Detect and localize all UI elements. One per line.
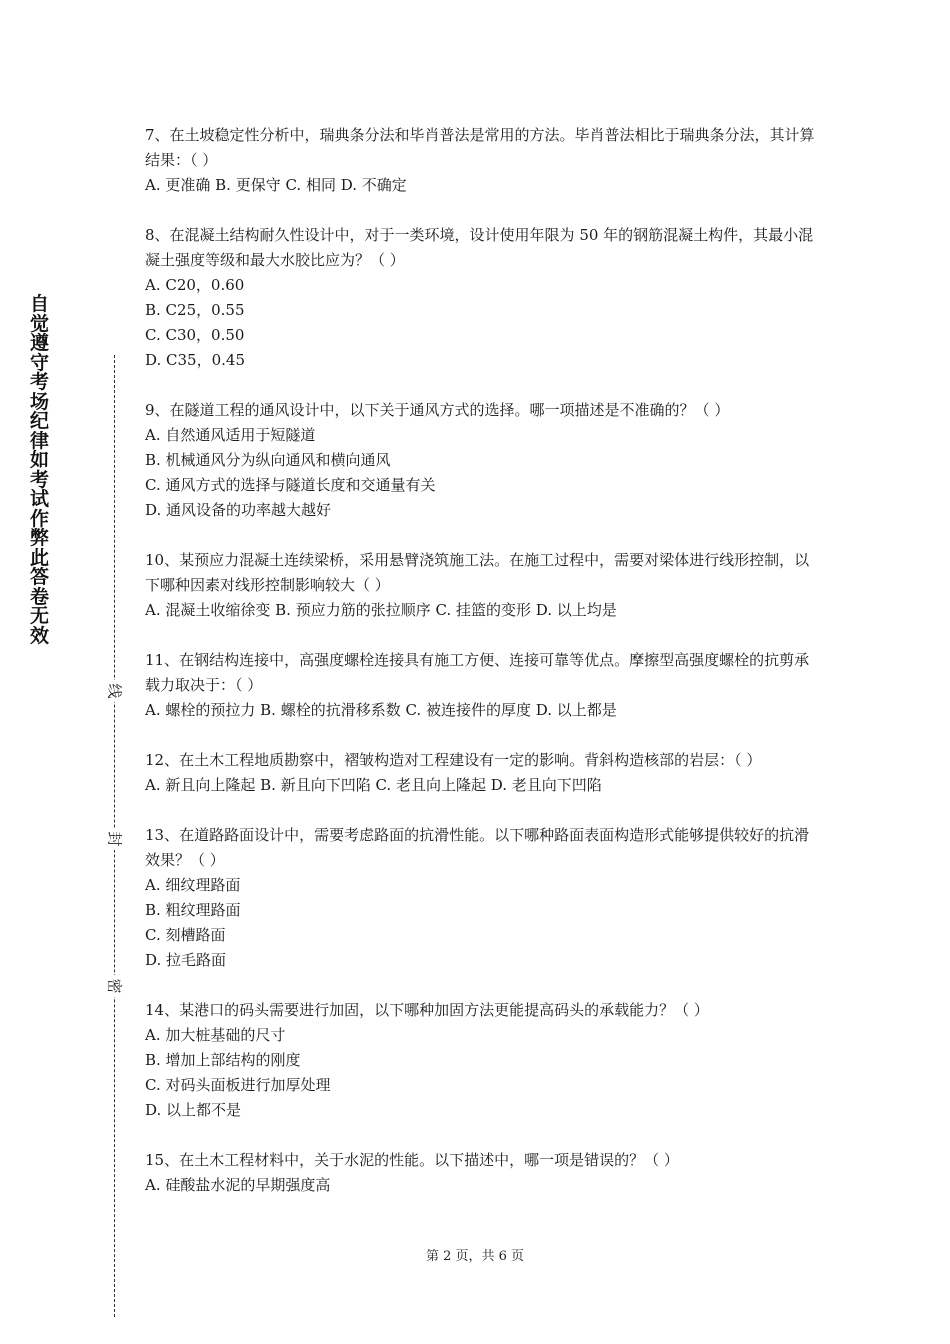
question-options: A. 新且向上隆起 B. 新且向下凹陷 C. 老且向上隆起 D. 老且向下凹陷 <box>145 776 602 794</box>
question-stem: 13、在道路路面设计中，需要考虑路面的抗滑性能。以下哪种路面表面构造形式能够提供较好的抗滑效果？（ ） <box>145 826 810 869</box>
question-8 <box>145 223 815 373</box>
option-a: A. 加大桩基础的尺寸 <box>145 1026 286 1044</box>
option-c: C. 刻槽路面 <box>145 926 226 944</box>
question-stem: 12、在土木工程地质勘察中，褶皱构造对工程建设有一定的影响。背斜构造核部的岩层：（ ） <box>145 751 762 769</box>
question-10 <box>145 548 815 623</box>
question-stem: 9、在隧道工程的通风设计中，以下关于通风方式的选择。哪一项描述是不准确的？（ ） <box>145 401 730 419</box>
question-options: A. 螺栓的预拉力 B. 螺栓的抗滑移系数 C. 被连接件的厚度 D. 以上都是 <box>145 701 617 719</box>
cut-label-line: 线 <box>105 680 125 702</box>
option-a: A. 细纹理路面 <box>145 876 241 894</box>
question-13 <box>145 823 815 973</box>
question-options: A. 混凝土收缩徐变 B. 预应力筋的张拉顺序 C. 挂篮的变形 D. 以上均是 <box>145 601 617 619</box>
option-d: D. 通风设备的功率越大越好 <box>145 501 332 519</box>
option-d: D. C35，0.45 <box>145 351 245 369</box>
question-stem: 10、某预应力混凝土连续梁桥，采用悬臂浇筑施工法。在施工过程中，需要对梁体进行线形控制，以下哪种因素对线形控制影响较大（ ） <box>145 551 810 594</box>
question-options: A. 更准确 B. 更保守 C. 相同 D. 不确定 <box>145 176 407 194</box>
page-number: 第 2 页，共 6 页 <box>425 1249 525 1264</box>
question-11 <box>145 648 815 723</box>
option-c: C. 通风方式的选择与隧道长度和交通量有关 <box>145 476 436 494</box>
question-list <box>145 123 815 1223</box>
option-c: C. C30，0.50 <box>145 326 245 344</box>
option-b: B. C25，0.55 <box>145 301 245 319</box>
question-stem: 15、在土木工程材料中，关于水泥的性能。以下描述中，哪一项是错误的？（ ） <box>145 1151 679 1169</box>
option-c: C. 对码头面板进行加厚处理 <box>145 1076 331 1094</box>
question-15 <box>145 1148 815 1198</box>
cut-label-secret: 密 <box>105 975 125 997</box>
option-b: B. 机械通风分为纵向通风和横向通风 <box>145 451 391 469</box>
question-stem: 14、某港口的码头需要进行加固，以下哪种加固方法更能提高码头的承载能力？（ ） <box>145 1001 709 1019</box>
question-12 <box>145 748 815 798</box>
question-stem: 7、在土坡稳定性分析中，瑞典条分法和毕肖普法是常用的方法。毕肖普法相比于瑞典条分法，其计算结果：（ ） <box>145 126 815 169</box>
option-a: A. C20，0.60 <box>145 276 245 294</box>
exam-discipline-warning: 自觉遵守考场纪律如考试作弊此答卷无效 <box>30 293 50 647</box>
question-7 <box>145 123 815 198</box>
option-b: B. 粗纹理路面 <box>145 901 241 919</box>
question-14 <box>145 998 815 1123</box>
option-d: D. 拉毛路面 <box>145 951 227 969</box>
option-d: D. 以上都不是 <box>145 1101 242 1119</box>
option-b: B. 增加上部结构的刚度 <box>145 1051 301 1069</box>
question-9 <box>145 398 815 523</box>
cut-label-seal: 封 <box>105 828 125 850</box>
option-a: A. 自然通风适用于短隧道 <box>145 426 316 444</box>
question-stem: 11、在钢结构连接中，高强度螺栓连接具有施工方便、连接可靠等优点。摩擦型高强度螺栓的抗剪承载力取决于：（ ） <box>145 651 810 694</box>
option-a: A. 硅酸盐水泥的早期强度高 <box>145 1176 331 1194</box>
question-stem: 8、在混凝土结构耐久性设计中，对于一类环境，设计使用年限为 50 年的钢筋混凝土构件，其最小混凝土强度等级和最大水胶比应为？（ ） <box>145 226 814 269</box>
